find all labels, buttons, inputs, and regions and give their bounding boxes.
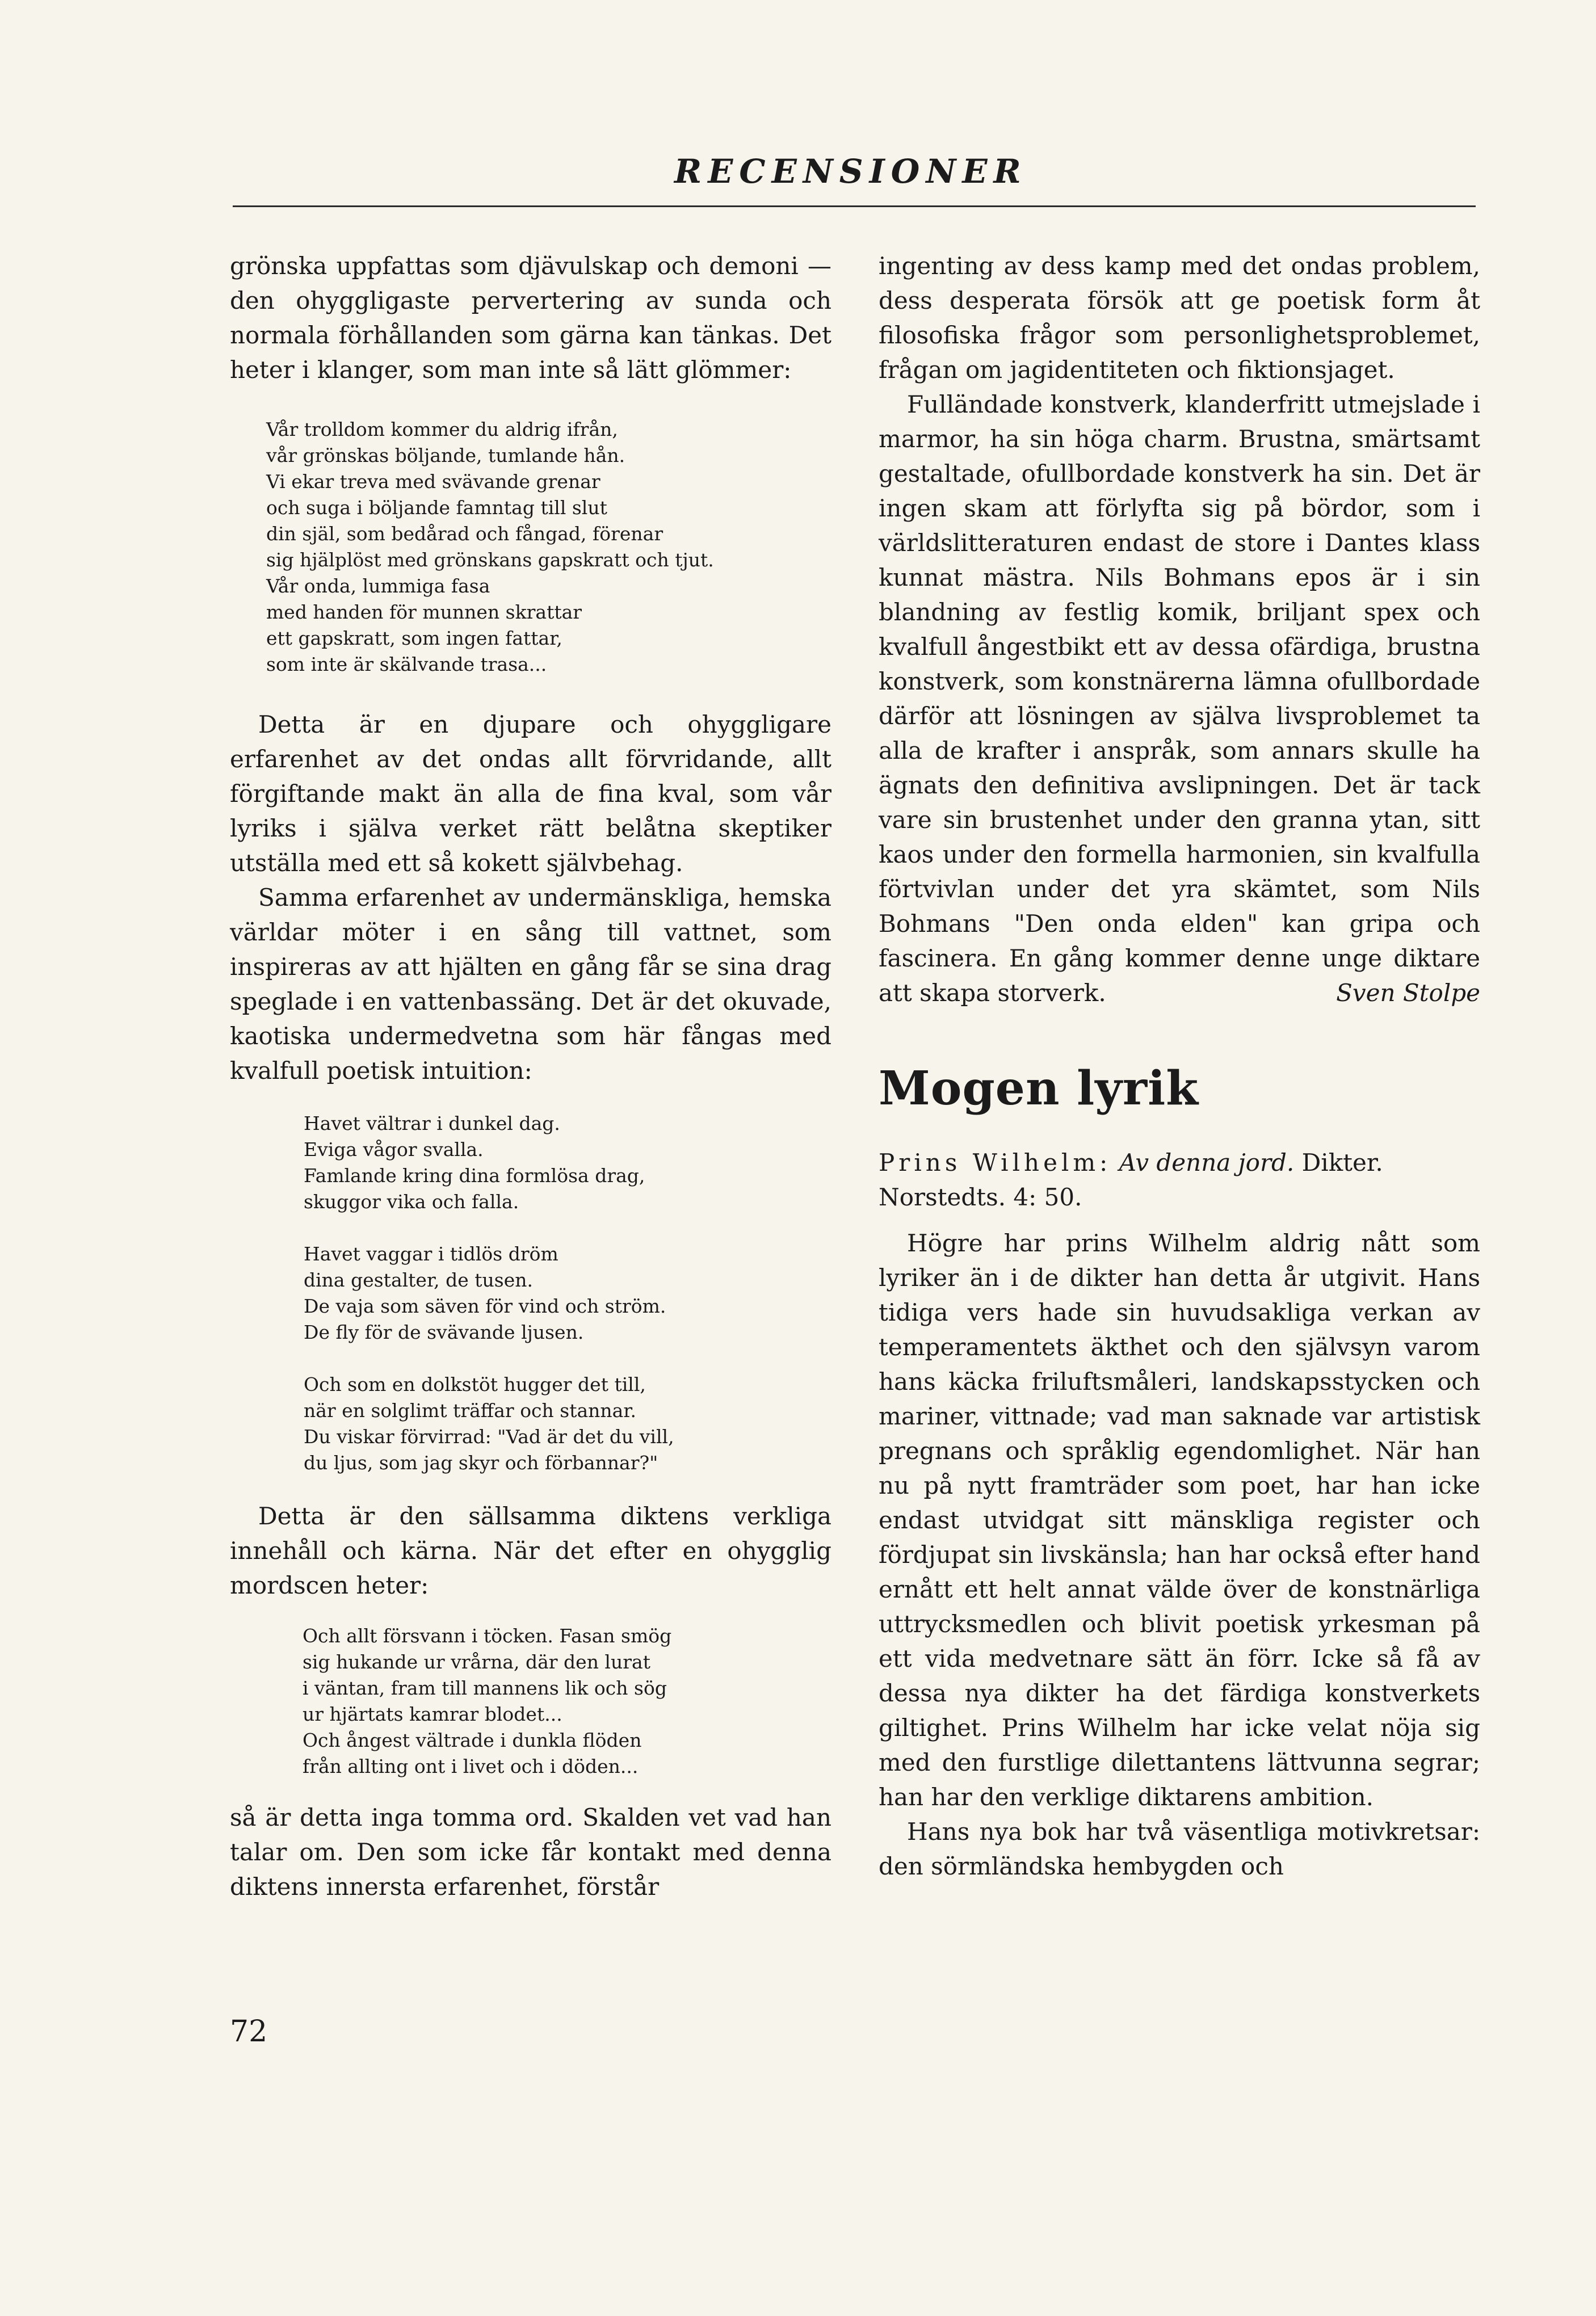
section-title: Mogen lyrik (879, 1061, 1199, 1116)
poem-line: Vår onda, lummiga fasa (266, 575, 490, 597)
stanza-break (304, 1215, 831, 1241)
paragraph (879, 387, 1480, 1010)
paragraph: Detta är den sällsamma diktens verkliga innehåll och kärna. När det efter en ohygglig mordscen heter: (230, 1502, 831, 1599)
poem-line: Du viskar förvirrad: "Vad är det du vill, (304, 1426, 674, 1448)
poem-line: Och ångest vältrade i dunkla flöden (303, 1729, 642, 1751)
poem-line: Eviga vågor svalla. (304, 1138, 484, 1161)
poem-line: Vår trolldom kommer du aldrig ifrån, (266, 418, 618, 440)
poem-line: med handen för munnen skrattar (266, 601, 582, 623)
paragraph: Detta är en djupare och ohyggligare erfarenhet av det ondas allt förvridande, allt förgiftande makt än alla de fina kval, som vår lyriks i själva verket rätt belåtna skeptiker utställa med ett så kokett självbehag. (230, 711, 831, 877)
paragraph: Hans nya bok har två väsentliga motivkretsar: den sörmländska hembygden och (879, 1818, 1480, 1880)
page-number: 72 (230, 2015, 268, 2049)
running-head: RECENSIONER (674, 152, 1027, 191)
poem-line: Och allt försvann i töcken. Fasan smög (303, 1625, 672, 1647)
poem-quote (303, 1623, 831, 1780)
poem-line: dina gestalter, de tusen. (304, 1269, 533, 1291)
poem-line: och suga i böljande famntag till slut (266, 497, 607, 519)
poem-line: du ljus, som jag skyr och förbannar?" (304, 1452, 658, 1474)
bibliography-line (879, 1145, 1480, 1214)
bib-details: Dikter. Norstedts. 4: 50. (879, 1149, 1383, 1211)
poem-line: De fly för de svävande ljusen. (304, 1321, 584, 1343)
poem-line: Havet vältrar i dunkel dag. (304, 1112, 560, 1134)
paragraph: grönska uppfattas som djävulskap och demoni — den ohyggligaste pervertering av sunda och normala förhållanden som gärna kan tänkas. Det heter i klanger, som man inte så lätt glömmer: (230, 252, 831, 384)
poem-line: som inte är skälvande trasa... (266, 653, 547, 675)
paragraph: Samma erfarenhet av undermänskliga, hemska världar möter i en sång till vattnet, som inspireras av att hjälten en gång får se sina drag speglade i en vattenbassäng. Det är det okuvade, kaotiska undermedvetna som här fångas med kvalfull poetisk intuition: (230, 884, 831, 1085)
poem-line: Famlande kring dina formlösa drag, (304, 1165, 645, 1187)
poem-quote (304, 1111, 831, 1476)
author-signature: Sven Stolpe (1336, 979, 1480, 1007)
poem-line: ur hjärtats kamrar blodet... (303, 1703, 562, 1725)
paragraph-text: Fulländade konstverk, klanderfritt utmejslade i marmor, ha sin höga charm. Brustna, smärtsamt gestaltade, ofullbordade konstverk ha sin. Det är ingen skam att förlyfta sig på bördor, som i världslitteraturen endast de store i Dantes klass kunnat mästra. Nils Bohmans epos är i sin blandning av festlig komik, briljant spex och kvalfull ångestbikt ett av dessa ofärdiga, brustna konstverk, som konstnärerna lämna ofullbordade därför att lösningen av själva livsproblemet ta alla de krafter i anspråk, som annars skulle ha ägnats den definitiva avslipningen. Det är tack vare sin brustenhet under den granna ytan, sitt kaos under den formella harmonien, sin kvalfulla förtvivlan under det yra skämtet, som Nils Bohmans "Den onda elden" kan gripa och fascinera. En gång kommer denne unge diktare att skapa storverk. (879, 390, 1480, 1007)
poem-line: vår grönskas böljande, tumlande hån. (266, 444, 625, 466)
left-column (230, 249, 831, 1904)
paragraph: så är detta inga tomma ord. Skalden vet vad han talar om. Den som icke får kontakt med denna diktens innersta erfarenhet, förstår (230, 1804, 831, 1901)
poem-line: sig hukande ur vrårna, där den lurat (303, 1651, 650, 1673)
poem-line: din själ, som bedårad och fångad, förenar (266, 523, 663, 545)
right-column (879, 249, 1480, 1884)
poem-line: i väntan, fram till mannens lik och sög (303, 1677, 667, 1699)
poem-line: Vi ekar treva med svävande grenar (266, 470, 600, 493)
paragraph: Högre har prins Wilhelm aldrig nått som lyriker än i de dikter han detta år utgivit. Hans tidiga vers hade sin huvudsakliga verkan av temperamentets äkthet och den självsyn varom hans käcka friluftsmåleri, landskapsstycken och mariner, vittnade; vad man saknade var artistisk pregnans och språklig egendomlighet. När han nu på nytt framträder som poet, har han icke endast utvidgat sitt mänskliga register och fördjupat sin livskänsla; han har också efter hand ernått ett helt annat välde över de konstnärliga uttrycksmedlen och blivit poetisk yrkesman på ett vida medvetnare sätt än förr. Icke så få av dessa nya dikter ha det färdiga konstverkets giltighet. Prins Wilhelm har icke velat nöja sig med den furstlige dilettantens lättvunna segrar; han har den verklige diktarens ambition. (879, 1229, 1480, 1811)
bib-author: Prins Wilhelm: (879, 1149, 1112, 1176)
stanza-break (304, 1346, 831, 1372)
poem-line: ett gapskratt, som ingen fattar, (266, 627, 562, 649)
poem-line: från allting ont i livet och i döden... (303, 1755, 639, 1777)
poem-line: De vaja som säven för vind och ström. (304, 1295, 666, 1317)
poem-line: skuggor vika och falla. (304, 1191, 519, 1213)
header-rule (233, 205, 1476, 207)
poem-line: Havet vaggar i tidlös dröm (304, 1243, 558, 1265)
poem-line: när en solglimt träffar och stannar. (304, 1399, 636, 1422)
bib-title: Av denna jord. (1119, 1149, 1295, 1176)
poem-line: Och som en dolkstöt hugger det till, (304, 1373, 646, 1396)
poem-line: sig hjälplöst med grönskans gapskratt och tjut. (266, 549, 714, 571)
poem-quote (266, 417, 831, 678)
paragraph: ingenting av dess kamp med det ondas problem, dess desperata försök att ge poetisk form åt filosofiska frågor som personlighetsproblemet, frågan om jagidentiteten och fiktionsjaget. (879, 252, 1480, 384)
